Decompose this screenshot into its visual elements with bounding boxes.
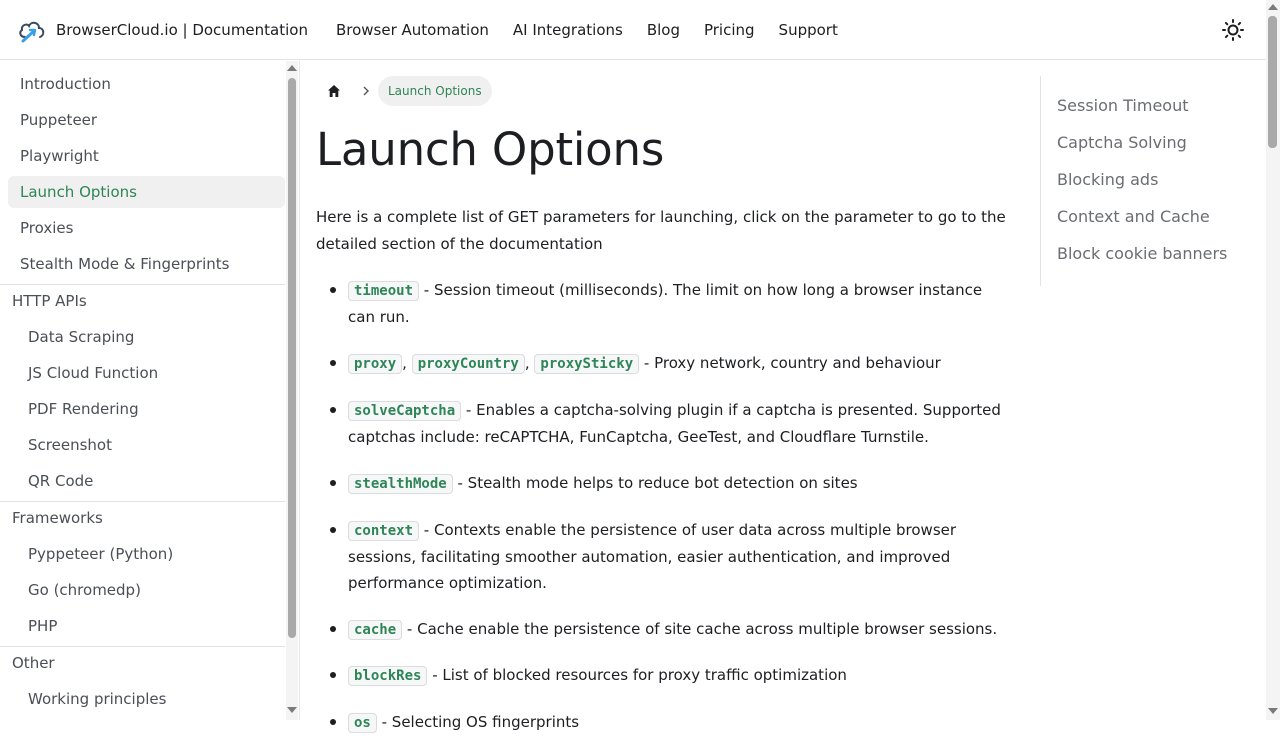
nav-browser-automation[interactable]: Browser Automation bbox=[335, 20, 489, 39]
page-scroll-down-icon[interactable] bbox=[1268, 708, 1278, 714]
sidebar-item-data-scraping[interactable]: Data Scraping bbox=[28, 328, 135, 346]
list-item bbox=[348, 517, 1006, 596]
home-icon bbox=[327, 84, 341, 98]
list-item bbox=[348, 277, 1006, 330]
param-code-cache[interactable]: cache bbox=[348, 620, 402, 640]
top-nav bbox=[324, 0, 850, 60]
intro-text: Here is a complete list of GET parameters for launching, click on the parameter to go to the detailed section of the documentation bbox=[316, 208, 1006, 253]
param-code-proxy-sticky[interactable]: proxySticky bbox=[534, 354, 639, 374]
nav-support[interactable]: Support bbox=[778, 20, 838, 39]
param-desc: - Cache enable the persistence of site cache across multiple browser sessions. bbox=[402, 620, 998, 638]
sidebar-scroll-down-icon[interactable] bbox=[287, 707, 297, 713]
sidebar-category-http-apis[interactable]: HTTP APIs bbox=[0, 284, 285, 316]
sidebar-item-js-cloud-function[interactable]: JS Cloud Function bbox=[28, 364, 159, 382]
param-desc: - Selecting OS fingerprints bbox=[376, 713, 580, 731]
sun-icon bbox=[1222, 19, 1244, 41]
list-item bbox=[348, 616, 1006, 643]
sidebar-category-frameworks[interactable]: Frameworks bbox=[0, 501, 285, 533]
param-desc: - List of blocked resources for proxy traffic optimization bbox=[427, 666, 847, 684]
sidebar-item-playwright[interactable]: Playwright bbox=[20, 147, 99, 165]
chevron-right-icon bbox=[362, 85, 370, 97]
list-item bbox=[348, 397, 1006, 450]
page-scroll-up-icon[interactable] bbox=[1268, 4, 1278, 10]
sidebar-category-other[interactable]: Other bbox=[0, 646, 285, 678]
main-content bbox=[316, 61, 1016, 731]
nav-pricing[interactable]: Pricing bbox=[703, 20, 755, 39]
list-item bbox=[348, 662, 1006, 689]
toc-block-cookie-banners[interactable]: Block cookie banners bbox=[1057, 244, 1228, 263]
page-title: Launch Options bbox=[316, 123, 665, 176]
toc-blocking-ads[interactable]: Blocking ads bbox=[1057, 170, 1159, 189]
param-code-solve-captcha[interactable]: solveCaptcha bbox=[348, 401, 461, 421]
sidebar-item-stealth-mode[interactable]: Stealth Mode & Fingerprints bbox=[20, 255, 230, 273]
breadcrumb-home[interactable] bbox=[316, 76, 352, 106]
page-scroll-thumb[interactable] bbox=[1268, 16, 1277, 148]
nav-blog[interactable]: Blog bbox=[646, 20, 680, 39]
sidebar-item-qr-code[interactable]: QR Code bbox=[28, 472, 94, 490]
param-code-context[interactable]: context bbox=[348, 521, 419, 541]
param-desc: - Stealth mode helps to reduce bot detection on sites bbox=[452, 474, 858, 492]
list-item bbox=[348, 709, 1006, 736]
list-item bbox=[348, 470, 1006, 497]
nav-ai-integrations[interactable]: AI Integrations bbox=[512, 20, 623, 39]
param-code-proxy-country[interactable]: proxyCountry bbox=[412, 354, 525, 374]
breadcrumb bbox=[316, 76, 492, 106]
sidebar-item-pdf-rendering[interactable]: PDF Rendering bbox=[28, 400, 139, 418]
param-desc: - Session timeout (milliseconds). The limit on how long a browser instance can run. bbox=[348, 281, 983, 326]
list-item: proxy , proxyCountry , proxySticky - Proxy network, country and behaviour bbox=[348, 350, 1006, 377]
brand-title: BrowserCloud.io | Documentation bbox=[56, 20, 308, 39]
cloud-icon bbox=[17, 17, 47, 43]
sidebar-item-introduction[interactable]: Introduction bbox=[20, 75, 111, 93]
toc-session-timeout[interactable]: Session Timeout bbox=[1057, 96, 1189, 115]
breadcrumb-current: Launch Options bbox=[378, 76, 492, 106]
param-code-stealth-mode[interactable]: stealthMode bbox=[348, 474, 453, 494]
sidebar-item-php[interactable]: PHP bbox=[28, 617, 58, 635]
param-desc: - Enables a captcha-solving plugin if a captcha is presented. Supported captchas include: reCAPTCHA, FunCaptcha, GeeTest, and Cloudflare Turnstile. bbox=[348, 401, 1001, 446]
sidebar-item-go-chromedp[interactable]: Go (chromedp) bbox=[28, 581, 141, 599]
sidebar-scroll-up-icon[interactable] bbox=[287, 65, 297, 71]
sidebar-item-pyppeteer[interactable]: Pyppeteer (Python) bbox=[28, 545, 174, 563]
sidebar bbox=[0, 61, 300, 720]
sidebar-item-proxies[interactable]: Proxies bbox=[20, 219, 74, 237]
sidebar-item-working-principles[interactable]: Working principles bbox=[28, 690, 167, 708]
param-code-proxy[interactable]: proxy bbox=[348, 354, 402, 374]
toc-captcha-solving[interactable]: Captcha Solving bbox=[1057, 133, 1187, 152]
toc-context-and-cache[interactable]: Context and Cache bbox=[1057, 207, 1210, 226]
param-desc: - Proxy network, country and behaviour bbox=[639, 354, 941, 372]
theme-toggle-button[interactable] bbox=[1218, 15, 1248, 45]
param-code-block-res[interactable]: blockRes bbox=[348, 666, 427, 686]
param-code-os[interactable]: os bbox=[348, 713, 377, 733]
sidebar-item-puppeteer[interactable]: Puppeteer bbox=[20, 111, 98, 129]
param-code-timeout[interactable]: timeout bbox=[348, 281, 419, 301]
sidebar-scroll-thumb[interactable] bbox=[288, 78, 296, 638]
top-navbar bbox=[0, 0, 1266, 60]
sidebar-item-screenshot[interactable]: Screenshot bbox=[28, 436, 112, 454]
table-of-contents bbox=[1040, 76, 1250, 286]
param-desc: - Contexts enable the persistence of user data across multiple browser sessions, facilitating smoother automation, easier authentication, and improved performance optimization. bbox=[348, 521, 957, 592]
sidebar-item-launch-options[interactable]: Launch Options bbox=[8, 176, 285, 208]
brand-link[interactable] bbox=[17, 0, 308, 60]
